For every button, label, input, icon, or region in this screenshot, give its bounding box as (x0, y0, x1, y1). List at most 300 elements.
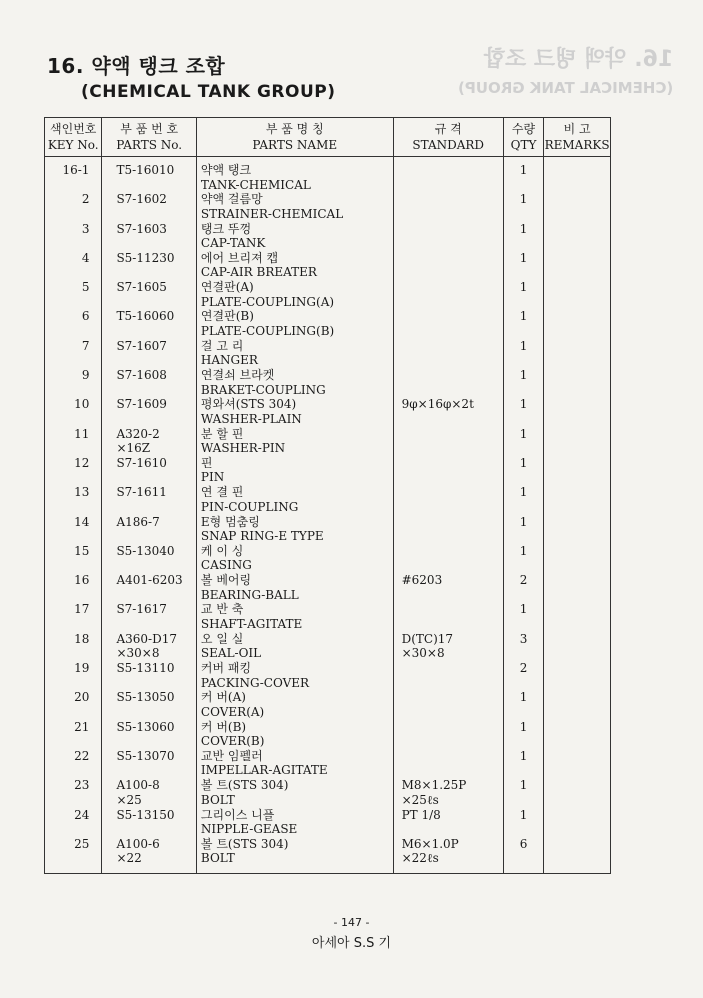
remarks-cell (544, 309, 611, 338)
parts-name-cell (196, 397, 393, 426)
qty-cell (503, 808, 543, 837)
qty: 1 (519, 543, 528, 558)
standard-cell (393, 427, 503, 456)
standard-cell (393, 749, 503, 778)
parts-no-cell (102, 778, 196, 807)
parts-name-en: PLATE-COUPLING(A) (200, 294, 335, 309)
standard-cell (393, 485, 503, 514)
key-no-cell (45, 456, 102, 485)
standard-cell (393, 397, 503, 426)
remarks-cell (544, 222, 611, 251)
header-remarks (544, 118, 611, 157)
standard-cell (393, 720, 503, 749)
standard-cell (393, 222, 503, 251)
key-no-cell (45, 192, 102, 221)
parts-name-ko: 교반 임펠러 (200, 748, 263, 763)
parts-no-cell (102, 485, 196, 514)
standard-cell (393, 602, 503, 631)
qty-cell (503, 280, 543, 309)
parts-name-ko: 교 반 축 (200, 602, 244, 617)
parts-name-en: CAP-TANK (200, 236, 266, 251)
header-key-no-en: KEY No. (47, 138, 99, 152)
parts-name-ko: 핀 (200, 455, 213, 470)
key-no: 4 (81, 250, 90, 265)
remarks-cell (544, 661, 611, 690)
parts-no: S7-1607 (116, 338, 167, 353)
parts-no: S7-1609 (116, 397, 167, 412)
key-no-cell (45, 602, 102, 631)
parts-name-ko: 걸 고 리 (200, 338, 244, 353)
key-no-cell (45, 749, 102, 778)
header-standard-ko: 규 격 (434, 122, 462, 136)
parts-no: ×25 (116, 792, 142, 807)
parts-name-en: SNAP RING-E TYPE (200, 529, 324, 544)
remarks-cell (544, 368, 611, 397)
parts-no-cell (102, 222, 196, 251)
key-no: 25 (74, 836, 90, 851)
parts-no-cell (102, 720, 196, 749)
parts-no: S7-1617 (116, 602, 167, 617)
standard: 9φ×16φ×2t (401, 397, 474, 412)
parts-no: A100-6 (116, 836, 160, 851)
qty-cell (503, 544, 543, 573)
remarks-cell (544, 690, 611, 719)
remarks-cell (544, 808, 611, 837)
qty-cell (503, 749, 543, 778)
standard-cell (393, 309, 503, 338)
parts-no-cell (102, 192, 196, 221)
remarks-cell (544, 837, 611, 874)
parts-no-cell (102, 837, 196, 874)
parts-no: ×22 (116, 851, 142, 866)
parts-no: T5-16010 (116, 163, 175, 177)
standard: ×25ℓs (401, 792, 439, 807)
table-row (45, 192, 611, 221)
key-no: 16 (74, 573, 90, 588)
parts-no-cell (102, 808, 196, 837)
standard-cell (393, 515, 503, 544)
key-no-cell (45, 778, 102, 807)
parts-no: S7-1603 (116, 221, 167, 236)
qty: 1 (519, 163, 528, 177)
parts-table (44, 117, 611, 874)
remarks-cell (544, 192, 611, 221)
remarks-cell (544, 339, 611, 368)
remarks-cell (544, 251, 611, 280)
qty-cell (503, 632, 543, 661)
standard-cell (393, 280, 503, 309)
table-row (45, 661, 611, 690)
qty-cell (503, 661, 543, 690)
qty: 6 (519, 836, 528, 851)
table-header-row (45, 118, 611, 157)
parts-name-en: PLATE-COUPLING(B) (200, 323, 335, 338)
parts-name-ko: 오 일 실 (200, 631, 244, 646)
parts-name-cell (196, 749, 393, 778)
parts-no: S5-13070 (116, 748, 175, 763)
page-title: 16. 약액 탱크 조합 (47, 54, 226, 78)
qty-cell (503, 427, 543, 456)
parts-name-cell (196, 251, 393, 280)
key-no: 16-1 (62, 163, 90, 177)
parts-name-cell (196, 309, 393, 338)
key-no: 6 (81, 309, 90, 324)
parts-no: A360-D17 (116, 631, 177, 646)
standard-cell (393, 808, 503, 837)
qty: 1 (519, 807, 528, 822)
qty: 1 (519, 192, 528, 207)
parts-name-cell (196, 368, 393, 397)
parts-name-ko: 볼 트(STS 304) (200, 778, 289, 793)
standard-cell (393, 778, 503, 807)
header-standard-en: STANDARD (412, 138, 485, 152)
parts-no: A320-2 (116, 426, 160, 441)
remarks-cell (544, 456, 611, 485)
parts-name-cell (196, 485, 393, 514)
header-key-no (45, 118, 102, 157)
qty-cell (503, 157, 543, 193)
parts-name-cell (196, 427, 393, 456)
parts-name-ko: 그리이스 니플 (200, 807, 275, 822)
remarks-cell (544, 720, 611, 749)
standard-cell (393, 192, 503, 221)
key-no-cell (45, 690, 102, 719)
parts-no: T5-16060 (116, 309, 175, 324)
qty: 1 (519, 338, 528, 353)
standard: D(TC)17 (401, 631, 454, 646)
parts-no-cell (102, 368, 196, 397)
parts-no: ×30×8 (116, 646, 160, 661)
parts-name-en: PIN-COUPLING (200, 499, 299, 514)
qty-cell (503, 251, 543, 280)
key-no: 12 (74, 455, 90, 470)
parts-no-cell (102, 544, 196, 573)
parts-no-cell (102, 515, 196, 544)
remarks-cell (544, 749, 611, 778)
header-parts-name-ko: 부 품 명 칭 (265, 122, 324, 136)
remarks-cell (544, 485, 611, 514)
qty: 2 (519, 661, 528, 676)
qty-cell (503, 309, 543, 338)
key-no: 9 (81, 368, 90, 383)
parts-name-en: COVER(B) (200, 734, 265, 749)
standard-cell (393, 157, 503, 193)
parts-name-en: SEAL-OIL (200, 646, 262, 661)
parts-name-en: CASING (200, 558, 252, 573)
table-row (45, 749, 611, 778)
qty: 1 (519, 280, 528, 295)
remarks-cell (544, 427, 611, 456)
qty: 1 (519, 690, 528, 705)
key-no: 18 (74, 631, 90, 646)
parts-no-cell (102, 602, 196, 631)
qty: 1 (519, 397, 528, 412)
parts-name-cell (196, 456, 393, 485)
table-row (45, 837, 611, 874)
parts-no: ×16Z (116, 441, 151, 456)
parts-no-cell (102, 427, 196, 456)
qty-cell (503, 573, 543, 602)
parts-no-cell (102, 632, 196, 661)
remarks-cell (544, 602, 611, 631)
key-no: 13 (74, 485, 90, 500)
standard-cell (393, 368, 503, 397)
parts-name-cell (196, 515, 393, 544)
parts-name-cell (196, 632, 393, 661)
remarks-cell (544, 778, 611, 807)
remarks-cell (544, 632, 611, 661)
parts-name-en: COVER(A) (200, 704, 265, 719)
parts-name-ko: 탱크 뚜껑 (200, 221, 252, 236)
parts-name-ko: 볼 베어링 (200, 573, 252, 588)
parts-no: S7-1611 (116, 485, 167, 500)
page-subtitle: (CHEMICAL TANK GROUP) (81, 82, 336, 102)
parts-name-en: TANK-CHEMICAL (200, 177, 311, 192)
table-row (45, 427, 611, 456)
header-parts-no-ko: 부 품 번 호 (120, 122, 179, 136)
parts-name-cell (196, 573, 393, 602)
key-no-cell (45, 837, 102, 874)
parts-name-en: PACKING-COVER (200, 675, 310, 690)
parts-name-cell (196, 222, 393, 251)
qty: 1 (519, 485, 528, 500)
parts-name-cell (196, 602, 393, 631)
parts-no-cell (102, 456, 196, 485)
parts-name-cell (196, 720, 393, 749)
parts-name-cell (196, 192, 393, 221)
key-no-cell (45, 515, 102, 544)
parts-no-cell (102, 280, 196, 309)
parts-no: S7-1605 (116, 280, 167, 295)
qty-cell (503, 485, 543, 514)
parts-name-en: SHAFT-AGITATE (200, 616, 303, 631)
bleed-through-title-en: (CHEMICAL TANK GROUP) (457, 79, 673, 97)
key-no-cell (45, 157, 102, 193)
remarks-cell (544, 515, 611, 544)
key-no-cell (45, 222, 102, 251)
qty: 1 (519, 514, 528, 529)
parts-no: A100-8 (116, 778, 160, 793)
qty-cell (503, 778, 543, 807)
parts-name-en: BEARING-BALL (200, 587, 299, 602)
remarks-cell (544, 157, 611, 193)
parts-name-ko: 약액 걸름망 (200, 192, 263, 207)
qty: 1 (519, 748, 528, 763)
key-no-cell (45, 280, 102, 309)
parts-name-cell (196, 808, 393, 837)
parts-name-ko: 커 버(B) (200, 719, 247, 734)
parts-no-cell (102, 157, 196, 193)
table-row (45, 485, 611, 514)
parts-name-ko: E형 멈춤링 (200, 514, 260, 529)
parts-no-cell (102, 251, 196, 280)
table-row (45, 222, 611, 251)
qty: 1 (519, 309, 528, 324)
standard-cell (393, 573, 503, 602)
parts-no: S7-1608 (116, 368, 167, 383)
standard-cell (393, 690, 503, 719)
qty: 1 (519, 719, 528, 734)
parts-name-cell (196, 661, 393, 690)
bleed-through-title-ko: 16. 약액 탱크 조합 (483, 47, 673, 72)
standard: ×22ℓs (401, 851, 439, 866)
parts-name-ko: 케 이 싱 (200, 543, 244, 558)
parts-name-ko: 연 결 핀 (200, 485, 244, 500)
qty: 1 (519, 602, 528, 617)
key-no-cell (45, 573, 102, 602)
parts-no: S5-11230 (116, 250, 175, 265)
header-standard (393, 118, 503, 157)
parts-no-cell (102, 661, 196, 690)
parts-no: S5-13110 (116, 661, 175, 676)
table-row (45, 808, 611, 837)
standard-cell (393, 632, 503, 661)
table-row (45, 280, 611, 309)
key-no-cell (45, 427, 102, 456)
parts-no-cell (102, 339, 196, 368)
header-parts-no-en: PARTS No. (116, 138, 183, 152)
parts-no: S7-1610 (116, 455, 167, 470)
qty-cell (503, 397, 543, 426)
key-no-cell (45, 632, 102, 661)
parts-no-cell (102, 397, 196, 426)
key-no: 14 (74, 514, 90, 529)
key-no-cell (45, 720, 102, 749)
table-row (45, 720, 611, 749)
header-parts-name (196, 118, 393, 157)
key-no: 10 (74, 397, 90, 412)
key-no: 19 (74, 661, 90, 676)
qty-cell (503, 368, 543, 397)
standard-cell (393, 837, 503, 874)
table-row (45, 602, 611, 631)
header-remarks-en: REMARKS (544, 138, 610, 152)
key-no-cell (45, 368, 102, 397)
parts-name-ko: 분 할 핀 (200, 426, 244, 441)
key-no-cell (45, 808, 102, 837)
parts-no: S5-13040 (116, 543, 175, 558)
parts-name-en: BOLT (200, 792, 235, 807)
parts-name-cell (196, 778, 393, 807)
qty: 1 (519, 778, 528, 793)
qty-cell (503, 192, 543, 221)
header-key-no-ko: 색인번호 (50, 122, 97, 136)
qty-cell (503, 222, 543, 251)
parts-name-ko: 연결판(A) (200, 280, 254, 295)
parts-name-ko: 평와셔(STS 304) (200, 397, 297, 412)
parts-no-cell (102, 573, 196, 602)
remarks-cell (544, 397, 611, 426)
header-parts-no (102, 118, 196, 157)
key-no-cell (45, 485, 102, 514)
key-no: 17 (74, 602, 90, 617)
qty: 1 (519, 221, 528, 236)
table-row (45, 690, 611, 719)
table-row (45, 515, 611, 544)
remarks-cell (544, 573, 611, 602)
parts-no-cell (102, 749, 196, 778)
table-row (45, 456, 611, 485)
parts-no: A401-6203 (116, 573, 183, 588)
publisher-name: 아세아 S.S 기 (311, 936, 392, 951)
parts-name-cell (196, 544, 393, 573)
qty: 1 (519, 455, 528, 470)
qty-cell (503, 456, 543, 485)
table-row (45, 339, 611, 368)
table-row (45, 397, 611, 426)
parts-name-en: BOLT (200, 851, 235, 866)
parts-name-cell (196, 690, 393, 719)
key-no: 3 (81, 221, 90, 236)
parts-name-ko: 커버 패킹 (200, 661, 252, 676)
parts-name-ko: 연결판(B) (200, 309, 254, 324)
standard: M6×1.0P (401, 836, 459, 851)
qty: 2 (519, 573, 528, 588)
qty: 3 (519, 631, 528, 646)
qty: 1 (519, 426, 528, 441)
qty-cell (503, 837, 543, 874)
parts-no-cell (102, 690, 196, 719)
bleed-through-title (458, 42, 673, 97)
standard-cell (393, 544, 503, 573)
key-no: 5 (81, 280, 90, 295)
parts-name-en: WASHER-PIN (200, 441, 286, 456)
parts-no: S7-1602 (116, 192, 167, 207)
qty-cell (503, 602, 543, 631)
key-no: 11 (74, 426, 90, 441)
key-no: 21 (74, 719, 90, 734)
parts-name-en: PIN (200, 470, 225, 485)
parts-name-ko: 연결쇠 브라켓 (200, 368, 275, 383)
qty-cell (503, 339, 543, 368)
key-no: 20 (74, 690, 90, 705)
parts-name-cell (196, 157, 393, 193)
standard-cell (393, 456, 503, 485)
qty-cell (503, 720, 543, 749)
header-qty-ko: 수량 (511, 122, 536, 136)
key-no-cell (45, 309, 102, 338)
key-no: 15 (74, 543, 90, 558)
qty-cell (503, 515, 543, 544)
table-row (45, 632, 611, 661)
qty-cell (503, 690, 543, 719)
table-row (45, 544, 611, 573)
key-no: 7 (81, 338, 90, 353)
parts-name-ko: 커 버(A) (200, 690, 246, 705)
key-no: 23 (74, 778, 90, 793)
key-no-cell (45, 544, 102, 573)
parts-name-en: NIPPLE-GEASE (200, 822, 298, 837)
parts-no: A186-7 (116, 514, 160, 529)
parts-no: S5-13050 (116, 690, 175, 705)
qty: 1 (519, 250, 528, 265)
page-number: - 147 - (333, 916, 370, 929)
standard: PT 1/8 (401, 807, 441, 822)
standard-cell (393, 661, 503, 690)
parts-name-cell (196, 837, 393, 874)
remarks-cell (544, 280, 611, 309)
parts-name-en: BRAKET-COUPLING (200, 382, 326, 397)
standard: ×30×8 (401, 646, 445, 661)
key-no-cell (45, 339, 102, 368)
key-no-cell (45, 397, 102, 426)
standard-cell (393, 251, 503, 280)
header-qty-en: QTY (510, 138, 537, 152)
parts-name-en: STRAINER-CHEMICAL (200, 206, 344, 221)
parts-name-en: WASHER-PLAIN (200, 411, 302, 426)
key-no-cell (45, 661, 102, 690)
header-parts-name-en: PARTS NAME (252, 138, 338, 152)
